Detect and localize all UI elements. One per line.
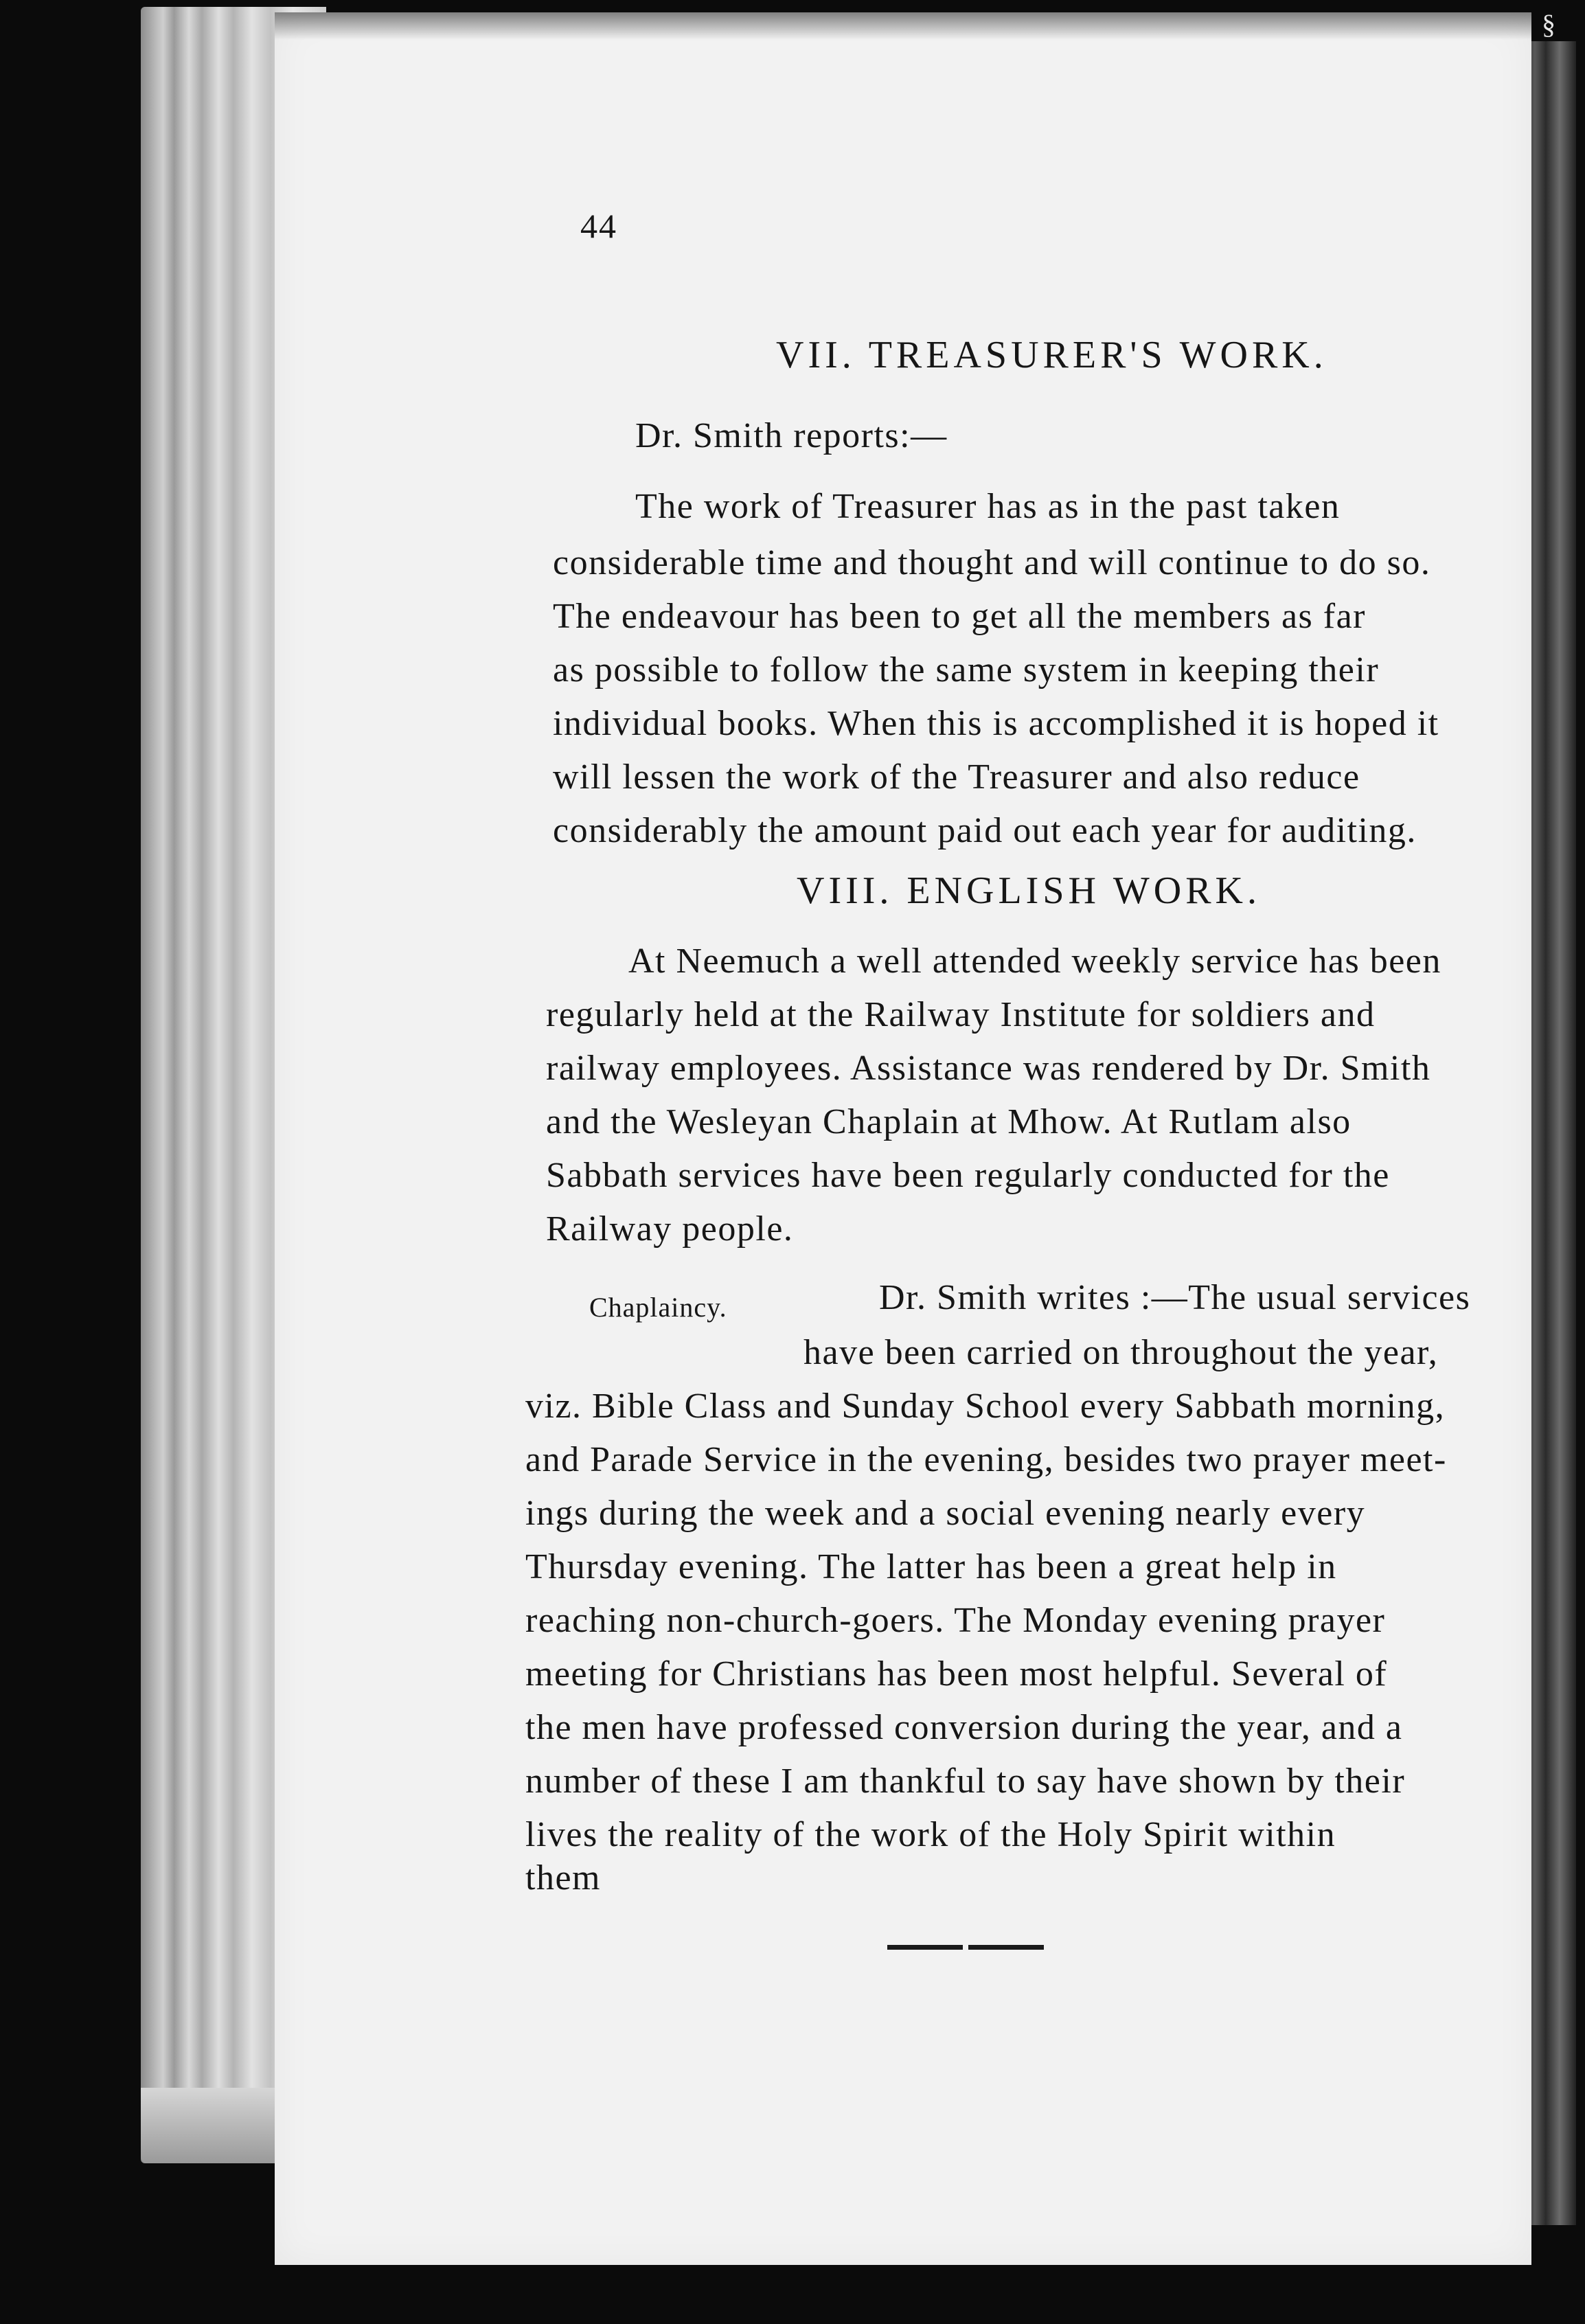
text-line: have been carried on throughout the year, bbox=[803, 1333, 1439, 1372]
text-line: individual books. When this is accomplished it is hoped it bbox=[553, 704, 1439, 743]
text-line: viz. Bible Class and Sunday School every Sabbath morning, bbox=[525, 1387, 1446, 1426]
text-line: will lessen the work of the Treasurer and also reduce bbox=[553, 757, 1360, 797]
text-line: The endeavour has been to get all the members as far bbox=[553, 597, 1366, 636]
text-line: Sabbath services have been regularly conducted for the bbox=[546, 1156, 1390, 1195]
text-line: Dr. Smith reports:— bbox=[635, 416, 948, 455]
page-shadow bbox=[275, 12, 1531, 40]
text-line: considerably the amount paid out each year for auditing. bbox=[553, 811, 1417, 850]
text-line: Thursday evening. The latter has been a great help in bbox=[525, 1547, 1337, 1586]
text-line: regularly held at the Railway Institute for soldiers and bbox=[546, 995, 1376, 1034]
text-line: considerable time and thought and will continue to do so. bbox=[553, 543, 1431, 582]
text-line: ings during the week and a social evening nearly every bbox=[525, 1494, 1366, 1533]
text-line: as possible to follow the same system in keeping their bbox=[553, 650, 1380, 690]
section-heading-treasurer: VII. TREASURER'S WORK. bbox=[776, 334, 1327, 376]
text-line: Railway people. bbox=[546, 1209, 794, 1249]
text-line: them bbox=[525, 1858, 601, 1898]
scan-mark-icon: § bbox=[1542, 9, 1555, 40]
page-number: 44 bbox=[580, 207, 617, 245]
text-line: railway employees. Assistance was rendered by Dr. Smith bbox=[546, 1049, 1431, 1088]
text-line: meeting for Christians has been most helpful. Several of bbox=[525, 1654, 1388, 1694]
end-rule bbox=[887, 1945, 963, 1950]
margin-note-chaplaincy: Chaplaincy. bbox=[589, 1292, 727, 1323]
text-line: and the Wesleyan Chaplain at Mhow. At Rutlam also bbox=[546, 1102, 1352, 1141]
section-heading-english: VIII. ENGLISH WORK. bbox=[797, 869, 1261, 912]
text-line: the men have professed conversion during the year, and a bbox=[525, 1708, 1403, 1747]
text-line: The work of Treasurer has as in the past taken bbox=[635, 487, 1341, 526]
text-line: Dr. Smith writes :—The usual services bbox=[879, 1278, 1471, 1317]
text-line: number of these I am thankful to say have shown by their bbox=[525, 1762, 1406, 1801]
text-line: lives the reality of the work of the Holy Spirit within bbox=[525, 1815, 1336, 1854]
end-rule bbox=[968, 1945, 1044, 1950]
text-line: and Parade Service in the evening, besides two prayer meet- bbox=[525, 1440, 1447, 1479]
text-line: reaching non-church-goers. The Monday evening prayer bbox=[525, 1601, 1386, 1640]
text-line: At Neemuch a well attended weekly service has been bbox=[628, 942, 1441, 981]
